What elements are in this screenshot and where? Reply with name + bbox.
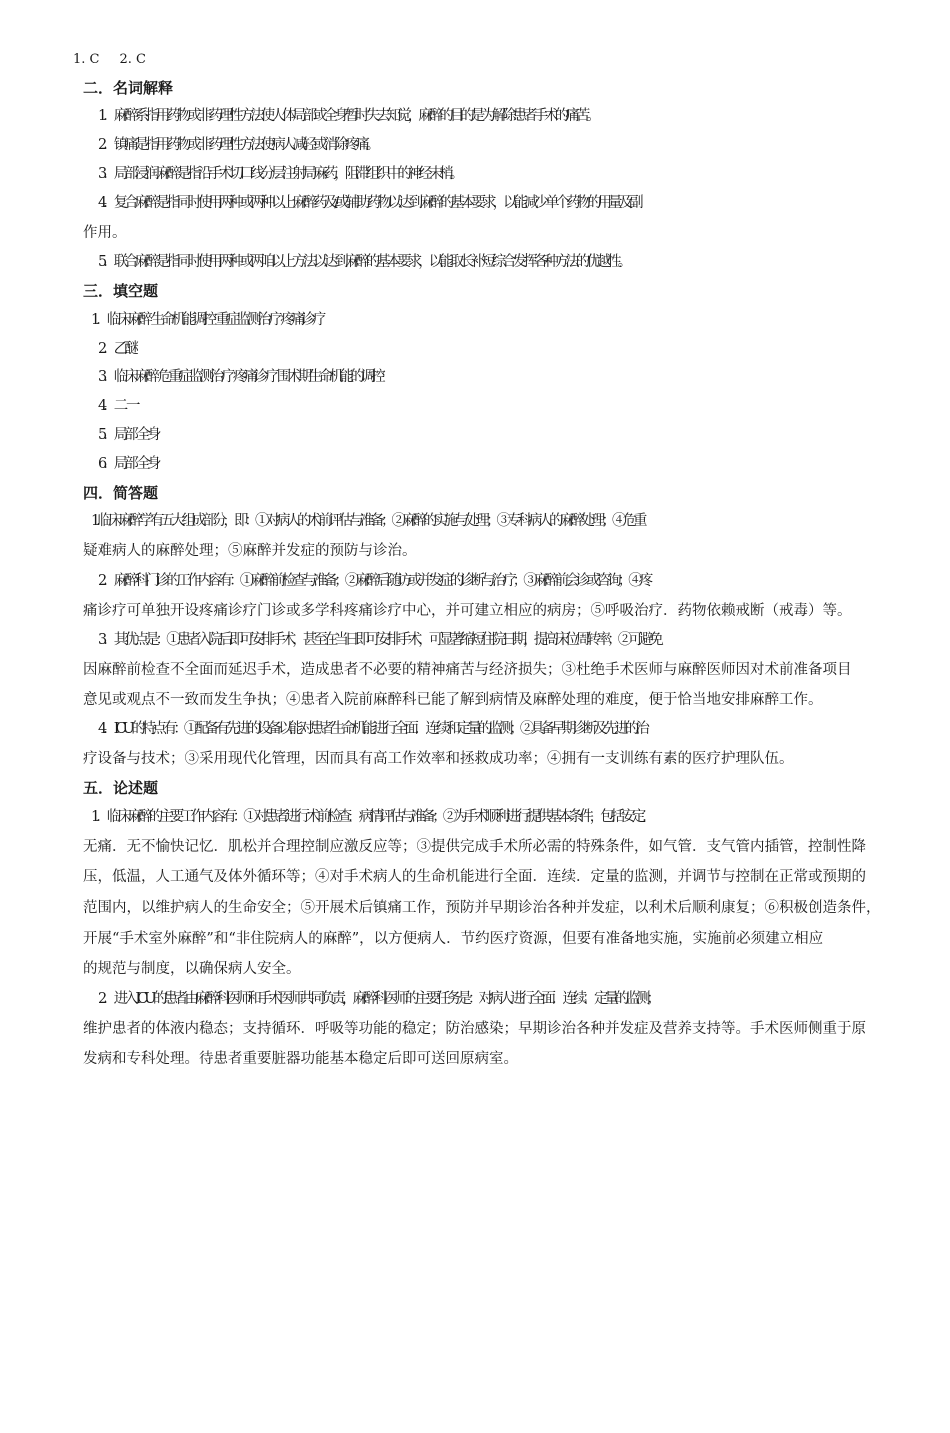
paragraph-line: 范围内，以维护病人的生命安全；⑤开展术后镇痛工作，预防并早期诊治各种并发症，以利术后顺利康复；⑥积极创造条件，	[83, 900, 881, 916]
paragraph-line: 发病和专科处理。待患者重要脏器功能基本稳定后即可送回原病室。	[83, 1051, 518, 1067]
choice-answer: 1. C	[73, 52, 100, 67]
fill-answer: 3．临床麻醉 危重症监测治疗 疼痛诊疗 围术期生命机能的调控	[98, 369, 382, 385]
paragraph-line: 5．联合麻醉是指同时使用两种或两咱以上方法以达到麻醉的基本要求，以能取长补短综合发挥各种方法的优越性。	[98, 254, 629, 270]
choice-answers	[73, 50, 915, 70]
paragraph-line: 3．局部浸润麻醉是指沿手术切口线分层注射局麻药，阻滞组织中的神经末梢。	[98, 166, 461, 182]
fill-answer: 4．二 一	[98, 398, 137, 414]
section-heading: 二．名词解释	[83, 79, 174, 97]
paragraph-line: 因麻醉前检查不全面而延迟手术，造成患者不必要的精神痛苦与经济损失；③杜绝手术医师与麻醉医师因对术前准备项目	[83, 662, 852, 678]
paragraph-line: 意见或观点不一致而发生争执；④患者入院前麻醉科已能了解到病情及麻醉处理的难度，便于恰当地安排麻醉工作。	[83, 692, 823, 708]
fill-answer: 6．局部 全身	[98, 456, 158, 472]
fill-answer: 1．临床麻醉 生命机能调控 重症监测治疗 疼痛诊疗	[91, 312, 323, 328]
choice-answer: 2. C	[119, 52, 146, 67]
section-heading: 四．简答题	[83, 484, 159, 502]
fill-answer: 5．局部 全身	[98, 427, 158, 443]
section-heading: 五．论述题	[83, 779, 159, 797]
paragraph-line: 无痛．无不愉快记忆．肌松并合理控制应激反应等；③提供完成手术所必需的特殊条件，如气管．支气管内插管，控制性降	[83, 839, 866, 855]
paragraph-line: 开展“手术室外麻醉”和“非住院病人的麻醉”，以方便病人．节约医疗资源，但要有准备地实施，实施前必须建立相应	[83, 931, 824, 947]
paragraph-line: 疑难病人的麻醉处理；⑤麻醉并发症的预防与诊治。	[83, 543, 417, 559]
paragraph-line: 1．临床麻醉的主要工作内容有：①对患者进行术前检查．病情评估与准备；②为手术顺利进行提供基本条件，包括安定．	[91, 809, 653, 825]
paragraph-line: 3．其优点是：①患者入院后即可安排手术，甚至在当日即可安排手术，可显著缩短住院日期，提高床位周转率；②可避免	[98, 632, 660, 648]
paragraph-line: 2．进入 ICU 的患者由麻醉科医师和手术医师共同负责，麻醉科医师的主要任务是：对病人进行全面．连续．定量的监测；	[98, 991, 657, 1007]
paragraph-line: 2．镇痛是指用药物或非药理性方法使病人减轻或消除疼痛。	[98, 137, 377, 153]
paragraph-line: 4．ICU 的特点有：①配备有先进的设备以能对患者生命机能进行全面．连续和定量的监测；②具备早期诊断及先进的治	[98, 721, 646, 737]
fill-answer: 2．乙醚	[98, 341, 135, 357]
paragraph-line: 1．麻醉系指用药物或非药理性方法使人体局部或全身暂时失去知觉，麻醉的目的是为解除患者手术的痛苦。	[98, 108, 597, 124]
paragraph-line: 压，低温，人工通气及体外循环等；④对手术病人的生命机能进行全面．连续．定量的监测，并调节与控制在正常或预期的	[83, 869, 866, 885]
paragraph-line: 的规范与制度，以确保病人安全。	[83, 961, 301, 977]
paragraph-line: 2．麻醉科门诊的工作内容有：①麻醉前检查与准备；②麻醉后随访或并发症的诊断与治疗；③麻醉前会诊或咨询；④疼	[98, 573, 650, 589]
paragraph-line: 1. 临床麻醉学有五大组成部分，即：①对病人的术前评估与准备；②麻醉的实施与处理；③专科病人的麻醉处理；④危重	[91, 513, 644, 529]
paragraph-line: 痛诊疗可单独开设疼痛诊疗门诊或多学科疼痛诊疗中心，并可建立相应的病房；⑤呼吸治疗．药物依赖戒断（戒毒）等。	[83, 603, 852, 619]
paragraph-line: 维护患者的体液内稳态；支持循环．呼吸等功能的稳定；防治感染；早期诊治各种并发症及营养支持等。手术医师侧重于原	[83, 1021, 866, 1037]
section-heading: 三．填空题	[83, 282, 159, 300]
paragraph-line: 作用。	[83, 225, 127, 241]
paragraph-line: 疗设备与技术；③采用现代化管理，因而具有高工作效率和拯救成功率；④拥有一支训练有素的医疗护理队伍。	[83, 751, 794, 767]
paragraph-line: 4．复合麻醉是指同时使用两种或两种以上麻醉药及/或辅助药物以达到麻醉的基本要求，以能减少单个药物的用量及副	[98, 195, 640, 211]
